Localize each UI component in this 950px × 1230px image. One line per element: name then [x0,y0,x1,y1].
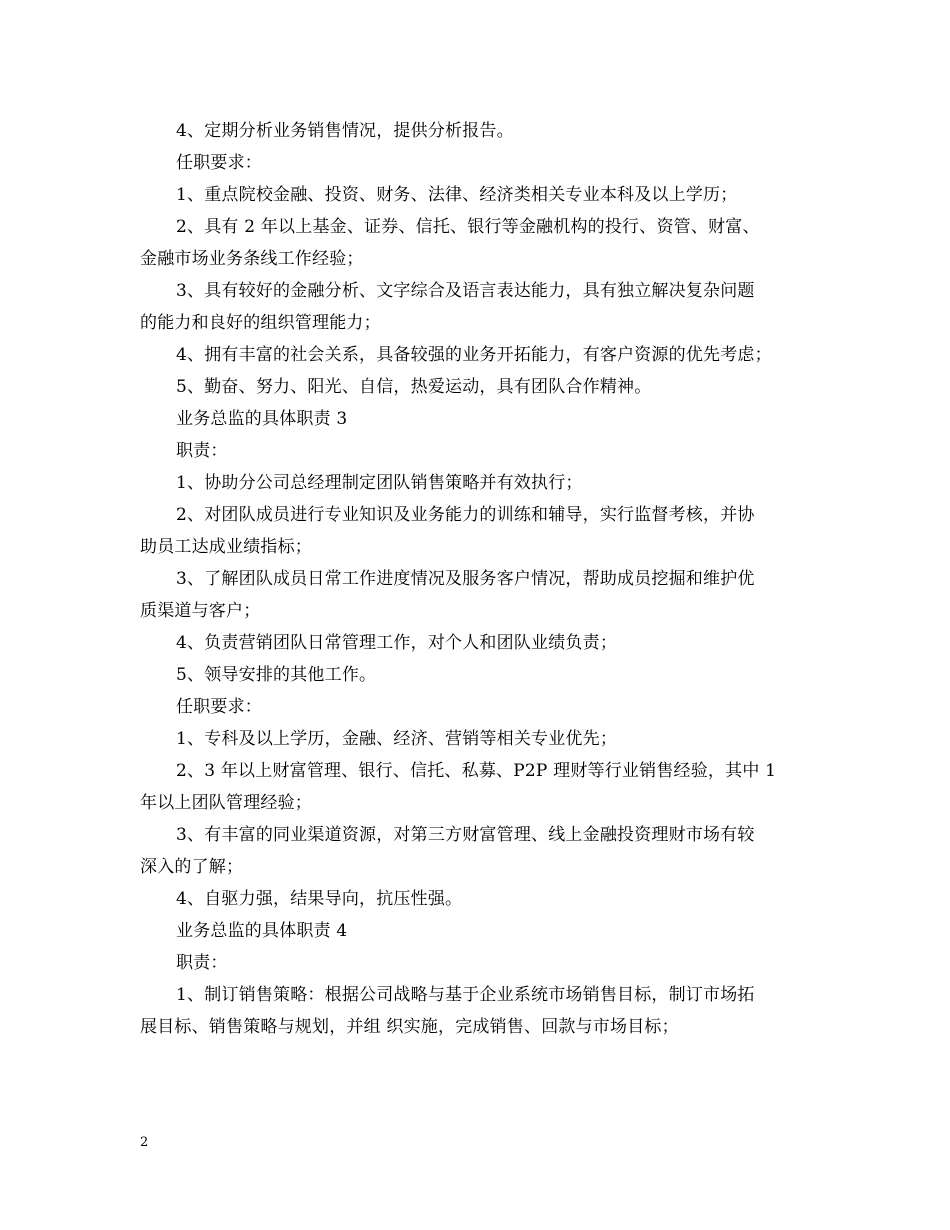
text-line: 职责： [176,441,228,461]
text-line: 4、自驱力强，结果导向，抗压性强。 [176,889,463,909]
text-line: 1、制订销售策略：根据公司战略与基于企业系统市场销售目标，制订市场拓 [176,985,755,1005]
page-number: 2 [140,1135,149,1150]
text-line: 2、具有 2 年以上基金、证券、信托、银行等金融机构的投行、资管、财富、 [176,217,760,237]
text-line: 4、负责营销团队日常管理工作，对个人和团队业绩负责； [176,633,618,653]
text-line: 业务总监的具体职责 4 [176,921,348,941]
text-line: 2、对团队成员进行专业知识及业务能力的训练和辅导，实行监督考核，并协 [176,505,755,525]
text-line: 5、领导安排的其他工作。 [176,665,377,685]
text-line: 2、3 年以上财富管理、银行、信托、私募、P2P 理财等行业销售经验，其中 1 [176,761,777,781]
text-line: 任职要求： [176,153,262,173]
text-line: 1、协助分公司总经理制定团队销售策略并有效执行； [176,473,583,493]
document-body [140,115,820,1043]
text-line: 深入的了解； [140,857,244,877]
text-line: 任职要求： [176,697,262,717]
text-line: 1、专科及以上学历，金融、经济、营销等相关专业优先； [176,729,618,749]
text-line: 助员工达成业绩指标； [140,537,312,557]
text-line: 展目标、销售策略与规划，并组 织实施，完成销售、回款与市场目标； [140,1017,679,1037]
text-line: 3、有丰富的同业渠道资源，对第三方财富管理、线上金融投资理财市场有较 [176,825,755,845]
text-line: 年以上团队管理经验； [140,793,312,813]
text-line: 3、了解团队成员日常工作进度情况及服务客户情况，帮助成员挖掘和维护优 [176,569,755,589]
text-line: 的能力和良好的组织管理能力； [140,313,381,333]
text-line: 3、具有较好的金融分析、文字综合及语言表达能力，具有独立解决复杂问题 [176,281,755,301]
text-line: 5、勤奋、努力、阳光、自信，热爱运动，具有团队合作精神。 [176,377,652,397]
text-line: 金融市场业务条线工作经验； [140,249,364,269]
text-line: 4、定期分析业务销售情况，提供分析报告。 [176,121,514,141]
text-line: 1、重点院校金融、投资、财务、法律、经济类相关专业本科及以上学历； [176,185,738,205]
text-line: 4、拥有丰富的社会关系，具备较强的业务开拓能力，有客户资源的优先考虑； [176,345,772,365]
text-line: 业务总监的具体职责 3 [176,409,348,429]
text-line: 职责： [176,953,228,973]
text-line: 质渠道与客户； [140,601,261,621]
